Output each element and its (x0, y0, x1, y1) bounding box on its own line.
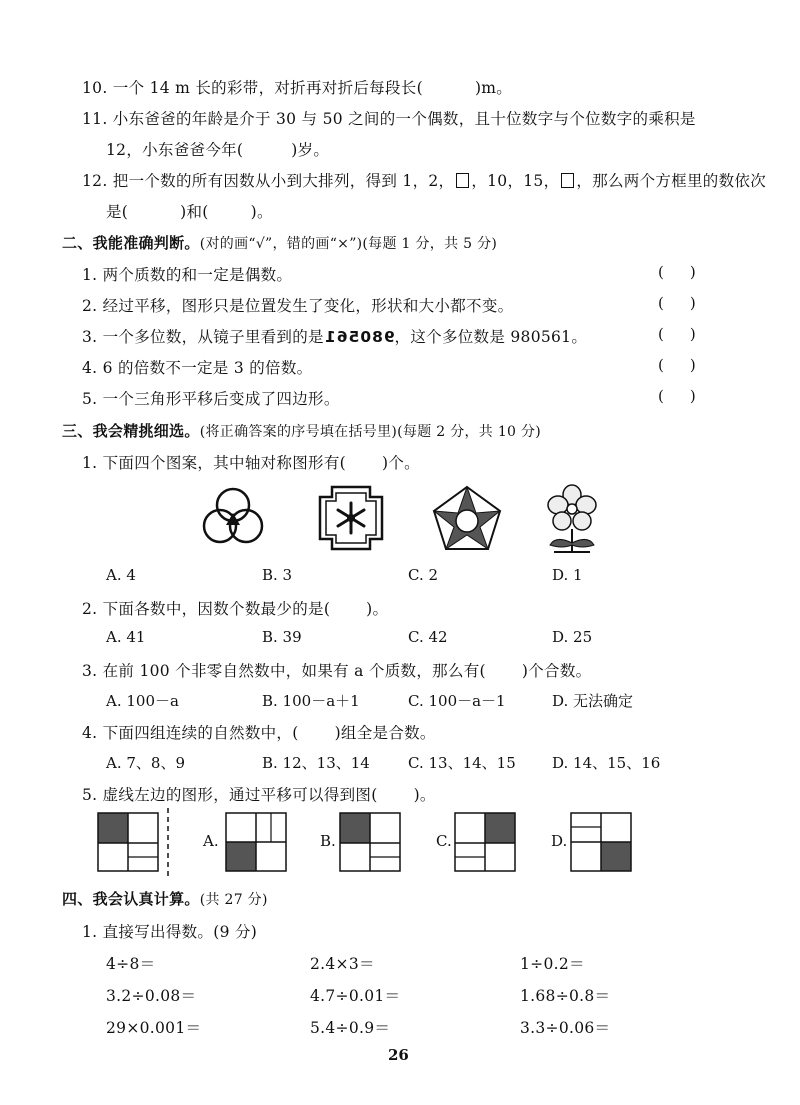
calc-item[interactable]: 4.7÷0.01＝ (310, 987, 401, 1005)
calc-item[interactable]: 29×0.001＝ (106, 1019, 202, 1037)
section-3-title: 三、我会精挑细选。(将正确答案的序号填在括号里)(每题 2 分，共 10 分) (62, 422, 542, 440)
mc4-option-c[interactable]: C. 13、14、15 (408, 754, 516, 772)
mirrored-number: 980561 (323, 328, 395, 346)
calc-item[interactable]: 3.3÷0.06＝ (520, 1019, 611, 1037)
option-b-grid[interactable] (339, 812, 401, 872)
calc-item[interactable]: 1÷0.2＝ (520, 955, 585, 973)
judge-answer-4[interactable]: ( ) (658, 356, 696, 374)
mc4-option-b[interactable]: B. 12、13、14 (262, 754, 370, 772)
mc5-option-b[interactable]: B. (320, 832, 336, 850)
mc-question-4: 4. 下面四组连续的自然数中，( )组全是合数。 (82, 724, 436, 742)
judge-answer-2[interactable]: ( ) (658, 294, 696, 312)
judge-item-4: 4. 6 的倍数不一定是 3 的倍数。 (82, 359, 313, 377)
mc-question-1: 1. 下面四个图案，其中轴对称图形有( )个。 (82, 454, 420, 472)
mc3-option-a[interactable]: A. 100－a (106, 692, 179, 710)
question-11-line1: 11. 小东爸爸的年龄是介于 30 与 50 之间的一个偶数，且十位数字与个位数字的乘积是 (82, 110, 696, 128)
dashed-divider (166, 808, 170, 878)
section-2-title: 二、我能准确判断。(对的画“√”，错的画“×”)(每题 1 分，共 5 分) (62, 234, 498, 252)
mc3-option-b[interactable]: B. 100－a＋1 (262, 692, 360, 710)
mc5-option-d[interactable]: D. (551, 832, 568, 850)
snowflake-frame-figure (312, 483, 390, 553)
question-12-line2: 是( )和( )。 (106, 203, 273, 221)
mc5-option-a[interactable]: A. (203, 832, 219, 850)
mc3-option-d[interactable]: D. 无法确定 (552, 692, 634, 710)
mc2-option-b[interactable]: B. 39 (262, 628, 302, 646)
mc4-option-a[interactable]: A. 7、8、9 (106, 754, 185, 772)
calc-item[interactable]: 4÷8＝ (106, 955, 156, 973)
mc5-option-c[interactable]: C. (436, 832, 452, 850)
mc2-option-c[interactable]: C. 42 (408, 628, 448, 646)
mc-question-5: 5. 虚线左边的图形，通过平移可以得到图( )。 (82, 786, 436, 804)
question-10: 10. 一个 14 m 长的彩带，对折再对折后每段长( )m。 (82, 79, 513, 97)
mc1-option-b[interactable]: B. 3 (262, 566, 293, 584)
judge-item-5: 5. 一个三角形平移后变成了四边形。 (82, 390, 340, 408)
square-box-blank[interactable] (561, 173, 574, 188)
mc1-option-d[interactable]: D. 1 (552, 566, 583, 584)
calc-item[interactable]: 2.4×3＝ (310, 955, 375, 973)
calc-item[interactable]: 3.2÷0.08＝ (106, 987, 197, 1005)
judge-item-3: 3. 一个多位数，从镜子里看到的是980561，这个多位数是 980561。 (82, 328, 588, 346)
question-12-line1: 12. 把一个数的所有因数从小到大排列，得到 1，2， ，10，15， ，那么两个方框里的数依次 (82, 172, 766, 190)
judge-answer-5[interactable]: ( ) (658, 387, 696, 405)
question-11-line2: 12，小东爸爸今年( )岁。 (106, 141, 330, 159)
page-number: 26 (388, 1046, 409, 1064)
option-d-grid[interactable] (570, 812, 632, 872)
calc-item[interactable]: 5.4÷0.9＝ (310, 1019, 391, 1037)
reference-grid-figure (97, 812, 159, 872)
square-box-blank[interactable] (456, 173, 469, 188)
triquetra-figure (198, 483, 268, 549)
mc4-option-d[interactable]: D. 14、15、16 (552, 754, 661, 772)
star-pentagon-figure (428, 483, 506, 553)
calc-item[interactable]: 1.68÷0.8＝ (520, 987, 611, 1005)
judge-item-1: 1. 两个质数的和一定是偶数。 (82, 266, 293, 284)
mc2-option-a[interactable]: A. 41 (106, 628, 146, 646)
option-a-grid[interactable] (225, 812, 287, 872)
mc1-option-c[interactable]: C. 2 (408, 566, 439, 584)
judge-item-2: 2. 经过平移，图形只是位置发生了变化，形状和大小都不变。 (82, 297, 514, 315)
mc-question-2: 2. 下面各数中，因数个数最少的是( )。 (82, 600, 389, 618)
option-c-grid[interactable] (454, 812, 516, 872)
section-4-title: 四、我会认真计算。(共 27 分) (62, 890, 268, 908)
mc1-option-a[interactable]: A. 4 (106, 566, 136, 584)
mc-question-3: 3. 在前 100 个非零自然数中，如果有 a 个质数，那么有( )个合数。 (82, 662, 592, 680)
judge-answer-1[interactable]: ( ) (658, 263, 696, 281)
mc2-option-d[interactable]: D. 25 (552, 628, 593, 646)
judge-answer-3[interactable]: ( ) (658, 325, 696, 343)
calc-heading: 1. 直接写出得数。(9 分) (82, 923, 258, 941)
flower-figure (540, 483, 604, 555)
mc3-option-c[interactable]: C. 100－a－1 (408, 692, 506, 710)
